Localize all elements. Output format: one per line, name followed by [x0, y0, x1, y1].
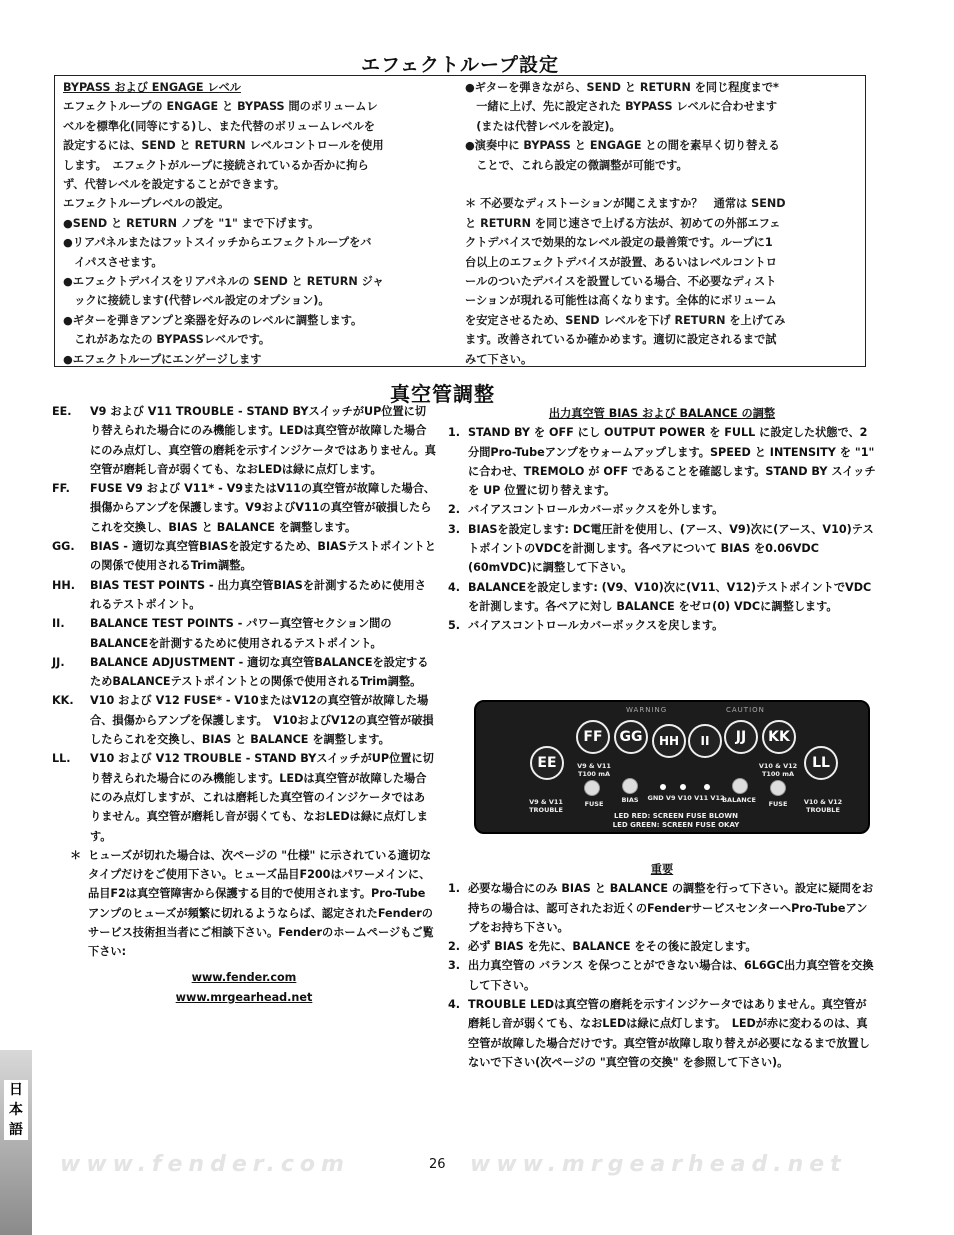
note-line: みて下さい。	[465, 352, 533, 366]
bullet-line: ●SEND と RETURN ノブを "1" まで下げます。	[63, 216, 320, 230]
callout-ii: II	[688, 724, 722, 758]
test-point-v11-v12	[704, 784, 710, 790]
callout-ll: LL	[804, 746, 838, 780]
note-line: クトデバイスで効果的なレベル設定の最善策です。ループに1	[465, 236, 773, 250]
text-line: エフェクトループレベルの設定。	[63, 197, 230, 211]
balance-label: BALANCE	[722, 796, 756, 804]
bullet-line: これがあなたの BYPASSレベルです。	[63, 333, 271, 347]
list-item: 2. バイアスコントロールカバーボックスを外します。	[448, 503, 724, 517]
fuse-right-label: V10 & V12 T100 mA	[758, 762, 798, 778]
bias-procedure-heading: 出力真空管 BIAS および BALANCE の調整	[548, 407, 776, 420]
bypass-engage-heading: BYPASS および ENGAGE レベル	[63, 81, 241, 94]
callout-gg: GG	[614, 720, 648, 754]
bias-panel-illustration	[474, 700, 870, 834]
note-line: ます。改善されているか確かめます。適切に設定されるまで試	[465, 333, 777, 347]
callout-ff: FF	[576, 720, 610, 754]
list-item: 1. STAND BY を OFF にし OUTPUT POWER を FULL に設定した状態で、2分間Pro-Tubeアンプをウォームアップします。SPEED と INTENSITY を "1" に合わせ、TREMOLO が OFF であることを確認します。STAND BY スイッチを UP 位置に切り替えます。	[448, 426, 876, 498]
text-line: ベルを標準化(同等にする)し、また代替のボリュームレベルを	[63, 119, 375, 133]
fuse-left-caption: FUSE	[584, 800, 604, 808]
list-item: 1. 必要な場合にのみ BIAS と BALANCE の調整を行って下さい。設定に疑問をお持ちの場合は、認可されたお近くのFenderサービスセンターへPro-Tubeアンプをお持ち下さい。	[448, 882, 874, 934]
footer-mrgearhead-url: www.mrgearhead.net	[470, 1152, 847, 1177]
led-red-label: LED RED: SCREEN FUSE BLOWN	[614, 812, 738, 820]
tube-item-ff	[52, 479, 436, 537]
test-points-label: GND V9 V10 V11 V12	[647, 794, 725, 802]
language-side-tab	[0, 1050, 32, 1235]
bullet-line: ●エフェクトデバイスをリアパネルの SEND と RETURN ジャ	[63, 275, 384, 289]
list-item: 5. バイアスコントロールカバーボックスを戻します。	[448, 619, 724, 633]
note-line: を安定させるため、SEND レベルを下げ RETURN を上げてみ	[465, 313, 786, 327]
tube-item-ll	[52, 749, 436, 845]
item-text: BALANCE TEST POINTS - パワー真空管セクション間のBALANCEを計測するために使用されるテストポイント。	[90, 617, 392, 650]
bullet-line: ●ギターを弾きながら、SEND と RETURN を同じ程度まで*	[465, 81, 779, 94]
bullet-line: ●演奏中に BYPASS と ENGAGE との間を素早く切り替える	[465, 139, 780, 153]
fuse-right-caption: FUSE	[768, 800, 788, 808]
text-line: エフェクトループの ENGAGE と BYPASS 間のボリュームレ	[63, 100, 378, 114]
bullet-line: ことで、これら設定の微調整が可能です。	[465, 158, 688, 172]
item-text: V9 および V11 TROUBLE - STAND BYスイッチがUP位置に切り替えられた場合にのみ機能します。LEDは真空管が故障した場合にのみ点灯し、真空管の磨耗を示すインジケータではありません。真空管が磨耗し音が弱くても、なおLEDは緑に点灯します。	[90, 405, 436, 476]
balance-trim-knob	[732, 778, 748, 794]
page-number: 26	[429, 1157, 446, 1172]
bullet-line: ●リアパネルまたはフットスイッチからエフェクトループをバ	[63, 236, 372, 250]
bias-label: BIAS	[621, 796, 639, 804]
bias-trim-knob	[622, 778, 638, 794]
item-label: EE.	[52, 405, 72, 418]
fender-link[interactable]: www.fender.com	[191, 970, 297, 984]
effects-loop-right-column	[465, 78, 861, 369]
web-links	[52, 968, 436, 1008]
item-label: LL.	[52, 752, 71, 766]
text-line: します。 エフェクトがループに接続されているか否かに拘ら	[63, 158, 369, 172]
note-text: ヒューズが切れた場合は、次ページの "仕様" に示されている適切なタイプだけをご使用下さい。ヒューズ品目F200はパワーメインに、品目F2は真空管障害から保護する目的で使用されます。Pro-Tubeアンプのヒューズが頻繁に切れるようならば、認定されたFenderのサービス技術担当者にご相談下さい。Fenderのホームページもご覧下さい:	[88, 848, 434, 959]
list-item: 3. 出力真空管の バランス を保つことができない場合は、6L6GC出力真空管を交換して下さい。	[448, 959, 874, 992]
effects-loop-left-column	[63, 78, 455, 369]
item-text: FUSE V9 および V11* - V9またはV11の真空管が故障した場合、損傷からアンプを保護します。V9およびV11の真空管が破損したらこれを交換し、BIAS と BALANCE を調整します。	[90, 482, 436, 534]
footer-fender-url: www.fender.com	[60, 1152, 350, 1177]
text-line: ず、代替レベルを設定することができます。	[63, 178, 285, 192]
tube-item-kk	[52, 691, 436, 749]
fuse-left-label: V9 & V11 T100 mA	[577, 762, 611, 778]
item-text: V10 および V12 TROUBLE - STAND BYスイッチがUP位置に切り替えられた場合にのみ機能します。LEDは真空管が故障した場合にのみ点灯しますが、これは磨耗した真空管のインジケータではありません。真空管が磨耗し音が弱くても、なおLEDは緑に点灯します。	[90, 752, 434, 843]
item-label: II.	[52, 617, 65, 631]
effects-loop-box	[54, 75, 866, 367]
footer-watermark	[60, 1152, 860, 1178]
item-text: BIAS - 適切な真空管BIASを設定するため、BIASテストポイントとの関係で使用されるTrim調整。	[90, 540, 436, 573]
callout-jj: JJ	[724, 720, 758, 754]
item-text: BIAS TEST POINTS - 出力真空管BIASを計測するために使用されるテストポイント。	[90, 578, 426, 611]
callout-ee: EE	[530, 746, 564, 780]
item-label: FF.	[52, 482, 70, 496]
list-item: 4. BALANCEを設定します: (V9、V10)次に(V11、V12)テストポイントでVDCを計測します。各ペアに対し BALANCE をゼロ(0) VDCに調整します。	[448, 580, 872, 613]
mrgearhead-link[interactable]: www.mrgearhead.net	[175, 990, 313, 1004]
effects-loop-title: エフェクトループ設定	[360, 54, 560, 76]
item-label: JJ.	[52, 655, 65, 669]
bullet-line: 一緒に上げ、先に設定された BYPASS レベルに合わせます	[465, 100, 778, 114]
item-label: HH.	[52, 578, 75, 592]
tube-items-column	[52, 402, 436, 1008]
item-label: GG.	[52, 540, 75, 554]
bias-steps	[448, 423, 876, 635]
bullet-line: イパスさせます。	[63, 255, 163, 269]
spacer-line	[465, 175, 861, 194]
callout-kk: KK	[762, 720, 796, 754]
bullet-line: ●エフェクトループにエンゲージします	[63, 352, 262, 366]
vacuum-tube-title: 真空管調整	[390, 382, 495, 406]
note-line: ールのついたデバイスを設置している場合、不必要なディスト	[465, 275, 777, 289]
panel-warning-label: WARNING	[626, 706, 668, 714]
note-line: と RETURN を同じ速さで上げる方法が、初めての外部エフェ	[465, 216, 781, 230]
callout-hh: HH	[652, 724, 686, 758]
list-item: 3. BIASを設定します: DC電圧計を使用し、(アース、V9)次に(アース、V10)テストポイントのVDCを計測します。各ペアについて BIAS を0.06VDC (60mVDC)に調整して下さい。	[448, 522, 874, 575]
list-item: 2. 必ず BIAS を先に、BALANCE をその後に設定します。	[448, 940, 757, 954]
note-line: ーションが現れる可能性は高くなります。全体的にボリューム	[465, 294, 777, 308]
panel-caution-label: CAUTION	[726, 706, 765, 714]
item-text: BALANCE ADJUSTMENT - 適切な真空管BALANCEを設定するためBALANCEテストポイントとの関係で使用されるTrim調整。	[90, 655, 429, 689]
trouble-right-label: V10 & V12 TROUBLE	[803, 798, 843, 814]
bullet-line: ●ギターを弾きアンプと楽器を好みのレベルに調整します。	[63, 313, 363, 327]
trouble-left-label: V9 & V11 TROUBLE	[529, 798, 563, 814]
test-point-v9-v10	[680, 784, 686, 790]
language-tab-label: 日本語	[4, 1080, 28, 1140]
important-heading: 重要	[650, 863, 674, 876]
list-item: 4. TROUBLE LEDは真空管の磨耗を示すインジケータではありません。真空管が磨耗し音が弱くても、なおLEDは緑に点灯します。 LEDが赤に変わるのは、真空管が故障した場合だけです。真空管が故障し取り替えが必要になるまで放置しないで下さい(次ページの "真空管の交換" を参照して下さい)。	[448, 998, 870, 1069]
note-line: 台以上のエフェクトデバイスが設置、あるいはレベルコントロ	[465, 255, 777, 269]
item-label: KK.	[52, 694, 74, 708]
tube-item-hh	[52, 576, 436, 615]
tube-item-ii	[52, 614, 436, 653]
important-steps	[448, 879, 876, 1072]
note-line: ＊ 不必要なディストーションが聞こえますか？ 通常は SEND	[465, 197, 786, 211]
text-line: 設定するには、SEND と RETURN レベルコントロールを使用	[63, 139, 384, 153]
fuse-right-holder	[770, 780, 786, 796]
led-green-label: LED GREEN: SCREEN FUSE OKAY	[612, 821, 740, 829]
test-point-gnd	[660, 784, 666, 790]
bullet-line: (または代替レベルを設定)。	[465, 119, 621, 133]
item-text: V10 および V12 FUSE* - V10またはV12の真空管が故障した場合、損傷からアンプを保護します。 V10およびV12の真空管が破損したらこれを交換し、BIAS と BALANCE を調整します。	[90, 694, 434, 747]
fuse-left-holder	[584, 780, 600, 796]
bias-procedure	[448, 404, 876, 636]
bullet-line: ックに接続します(代替レベル設定のオプション)。	[63, 294, 330, 308]
fuse-note	[52, 846, 436, 962]
important-notes	[448, 860, 876, 1072]
note-mark: ＊	[70, 848, 82, 862]
tube-item-jj	[52, 653, 436, 692]
tube-item-gg	[52, 537, 436, 576]
tube-item-ee	[52, 402, 436, 479]
